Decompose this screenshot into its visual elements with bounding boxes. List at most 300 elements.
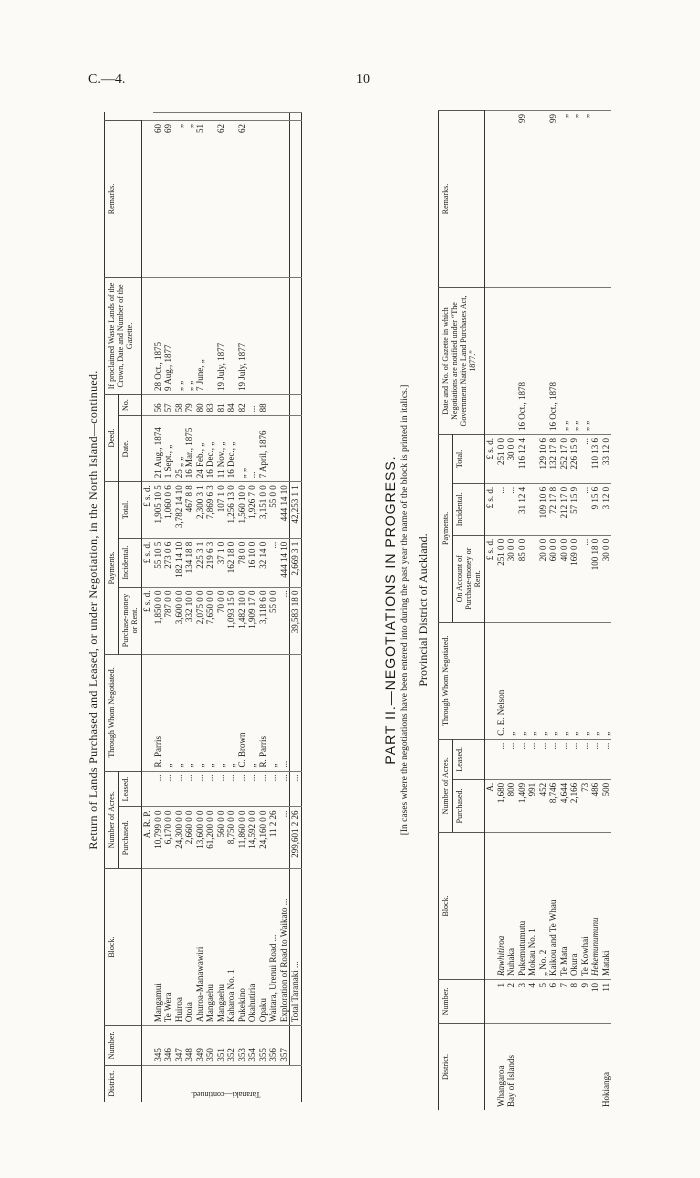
cell-gaz (247, 277, 258, 394)
table-row (601, 111, 612, 1111)
cell-acc: ... (580, 535, 591, 622)
cell-n: 7 (559, 979, 570, 1023)
cell-tot: 226 15 9 (569, 435, 580, 484)
cell-n: 6 (548, 979, 559, 1023)
cell-leased: ... (569, 739, 580, 779)
cell-block: Mataki (601, 832, 612, 979)
money-units: £ s. d. (142, 587, 153, 654)
cell-through: „ (527, 622, 538, 739)
cell-acres: ... (279, 807, 290, 869)
cell-n: 3 (517, 979, 528, 1023)
cell-tot: 2,300 3 1 (195, 482, 206, 539)
cell-acres: 1,680 (496, 779, 507, 832)
total-label: Total Taranaki ... (290, 869, 302, 1026)
cell-leased: ... (226, 771, 237, 807)
cell-through: „ (195, 654, 206, 771)
money-units: £ s. d. (485, 435, 496, 484)
cell-gn: 62 (216, 120, 227, 277)
col-through: Through Whom Negotiated. (439, 622, 485, 739)
cell-tot: 107 1 0 (216, 482, 227, 539)
cell-inc: 3 12 0 (601, 483, 612, 535)
cell-pm: ... (279, 587, 290, 654)
col-district: District. (439, 1024, 485, 1111)
cell-through: „ (216, 654, 227, 771)
district-label: Taranaki—continued. (190, 1090, 260, 1099)
table-row (279, 113, 290, 1103)
page-number: 10 (356, 72, 370, 87)
cell-n: 350 (205, 1026, 216, 1066)
cell-through: „ (268, 654, 279, 771)
cell-no: 84 (226, 394, 237, 415)
cell-gn: 99 (548, 111, 559, 288)
table-row (216, 113, 227, 1103)
table-row (590, 111, 601, 1111)
col-incidental: Incidental. (453, 483, 485, 535)
cell-acres: 24,300 0 0 (174, 807, 185, 869)
cell-block: Kaikou and Te Whau (548, 832, 559, 979)
cell-no: 82 (237, 394, 248, 415)
cell-pm: 1,482 10 0 (237, 587, 248, 654)
cell-inc: 212 17 0 (559, 483, 570, 535)
cell-acres: 10,799 0 0 (153, 807, 164, 869)
cell-leased: ... (580, 739, 591, 779)
cell-no: 81 (216, 394, 227, 415)
cell-date: 24 Feb., „ (195, 416, 206, 482)
cell-inc: ... (496, 483, 507, 535)
acres-units: A. (485, 779, 496, 832)
cell-n: 345 (153, 1026, 164, 1066)
cell-gn: 51 (195, 120, 206, 277)
cell-tot: 1,256 13 0 (226, 482, 237, 539)
cell-no: ... (247, 394, 258, 415)
table-row (174, 113, 185, 1103)
table-row (226, 113, 237, 1103)
cell-district (590, 1024, 601, 1111)
cell-acres: 500 (601, 779, 612, 832)
cell-pm: 7,650 0 0 (205, 587, 216, 654)
cell-tot: 55 0 0 (268, 482, 279, 539)
cell-block: Pukemutumutu (517, 832, 528, 979)
table-row (506, 111, 517, 1111)
acres-units: A. R. P. (142, 807, 153, 869)
cell-district (569, 1024, 580, 1111)
cell-gn: 62 (237, 120, 248, 277)
money-units: £ s. d. (485, 535, 496, 622)
col-remarks: Remarks. (105, 120, 142, 277)
cell-n: 4 (527, 979, 538, 1023)
cell-district: Hokianga (601, 1024, 612, 1111)
part2-note: [In cases where the negotiations have been entered into during the past year the name of the block is printed in italics.] (400, 384, 410, 836)
cell-gn: 69 (163, 120, 174, 277)
cell-gaz (527, 288, 538, 435)
money-units: £ s. d. (142, 538, 153, 587)
cell-gaz (538, 288, 549, 435)
cell-block: Te Wera (163, 869, 174, 1026)
cell-leased: ... (496, 739, 507, 779)
cell-acc: 60 0 0 (548, 535, 559, 622)
cell-gn (527, 111, 538, 288)
cell-n: 10 (590, 979, 601, 1023)
cell-tot: 3,782 14 10 (174, 482, 185, 539)
cell-inc: 57 15 9 (569, 483, 580, 535)
cell-remarks (237, 113, 248, 121)
cell-remarks (163, 113, 174, 121)
cell-block: Waitara, Urenui Road ... (268, 869, 279, 1026)
cell-acc (527, 535, 538, 622)
table-row (580, 111, 591, 1111)
cell-gaz: „ „ (580, 288, 591, 435)
cell-pm: 332 10 0 (184, 587, 195, 654)
cell-acres: 8,750 0 0 (226, 807, 237, 869)
cell-inc: 55 10 5 (153, 538, 164, 587)
cell-block: Te Kowhai (580, 832, 591, 979)
cell-n: 351 (216, 1026, 227, 1066)
cell-leased: ... (216, 771, 227, 807)
cell-inc: 134 18 8 (184, 538, 195, 587)
cell-remarks (268, 113, 279, 121)
cell-block: Okura (569, 832, 580, 979)
cell-tot: 1,926 7 0 (247, 482, 258, 539)
cell-n: 352 (226, 1026, 237, 1066)
cell-gn (506, 111, 517, 288)
cell-gn (279, 120, 290, 277)
cell-block: Nuhaka (506, 832, 517, 979)
cell-inc: 72 17 8 (548, 483, 559, 535)
cell-acres: 2,660 0 0 (184, 807, 195, 869)
table-row (517, 111, 528, 1111)
col-acres: Number of Acres. (105, 771, 119, 869)
col-number: Number. (439, 979, 485, 1023)
cell-gaz (268, 277, 279, 394)
cell-district: Whangaroa (496, 1024, 507, 1111)
cell-acres: 11 2 26 (268, 807, 279, 869)
cell-acres: 991 (527, 779, 538, 832)
cell-remarks (258, 113, 269, 121)
table-row (237, 113, 248, 1103)
cell-gaz: „ „ (184, 277, 195, 394)
cell-district: Bay of Islands (506, 1024, 517, 1111)
cell-through: „ (538, 622, 549, 739)
cell-through: „ (569, 622, 580, 739)
cell-acres: 8,746 (548, 779, 559, 832)
total-total: 42,253 1 1 (290, 482, 302, 539)
cell-block: Okahutiria (247, 869, 258, 1026)
cell-acres: 800 (506, 779, 517, 832)
col-payments: Payments. (105, 482, 119, 654)
table-row (247, 113, 258, 1103)
cell-gn: „ (559, 111, 570, 288)
cell-pm: 2,075 0 0 (195, 587, 206, 654)
cell-inc: 32 14 0 (258, 538, 269, 587)
cell-n: 5 (538, 979, 549, 1023)
cell-no: 57 (163, 394, 174, 415)
col-block: Block. (105, 869, 142, 1026)
cell-gaz: „ „ (569, 288, 580, 435)
negotiations-table (438, 110, 611, 1110)
cell-pm: 3,600 0 0 (174, 587, 185, 654)
cell-n: 1 (496, 979, 507, 1023)
cell-n: 11 (601, 979, 612, 1023)
cell-inc: 109 10 6 (538, 483, 549, 535)
cell-no (279, 394, 290, 415)
cell-pm: 1,850 0 0 (153, 587, 164, 654)
cell-inc: 37 1 0 (216, 538, 227, 587)
cell-gaz (601, 288, 612, 435)
col-gazette: If proclaimed Waste Lands of the Crown, Date and Number of the Gazette. (105, 277, 142, 394)
cell-gn: „ (184, 120, 195, 277)
cell-acres: 1,409 (517, 779, 528, 832)
money-units: £ s. d. (485, 483, 496, 535)
cell-gn: „ (569, 111, 580, 288)
cell-remarks (184, 113, 195, 121)
cell-acc: 40 0 0 (559, 535, 570, 622)
cell-district (527, 1024, 538, 1111)
cell-through: „ (548, 622, 559, 739)
cell-remarks (226, 113, 237, 121)
cell-gaz: 7 June, „ (195, 277, 206, 394)
table-row (548, 111, 559, 1111)
cell-pm: 787 0 0 (163, 587, 174, 654)
cell-n: 354 (247, 1026, 258, 1066)
cell-through: „ (174, 654, 185, 771)
cell-n: 349 (195, 1026, 206, 1066)
cell-block: Kaharoa No. 1 (226, 869, 237, 1026)
cell-gaz (258, 277, 269, 394)
cell-acres: 73 (580, 779, 591, 832)
col-gazette: Date and No. of Gazette in which Negotiations are notified under “The Government Native Land Purchases Act, 1877.” (439, 288, 485, 435)
cell-through: „ (580, 622, 591, 739)
cell-through: „ (163, 654, 174, 771)
cell-through: C. Brown (237, 654, 248, 771)
cell-acc: 20 0 0 (538, 535, 549, 622)
cell-date: 16 Dec., „ (205, 416, 216, 482)
cell-gaz (205, 277, 216, 394)
cell-through: R. Parris (258, 654, 269, 771)
cell-tot: 33 12 0 (601, 435, 612, 484)
cell-acc: 30 0 0 (601, 535, 612, 622)
col-through: Through Whom Negotiated. (105, 654, 142, 771)
cell-through: „ (506, 622, 517, 739)
col-total: Total. (453, 435, 485, 484)
cell-leased: ... (184, 771, 195, 807)
cell-n: 8 (569, 979, 580, 1023)
cell-block: Opaku (258, 869, 269, 1026)
cell-remarks (195, 113, 206, 121)
table-row (268, 113, 279, 1103)
money-units: £ s. d. (142, 482, 153, 539)
cell-block: Otoia (184, 869, 195, 1026)
table-row (195, 113, 206, 1103)
table-row (205, 113, 216, 1103)
table-row (153, 113, 164, 1103)
cell-inc: 225 3 1 (195, 538, 206, 587)
col-district: District. (105, 1065, 142, 1102)
cell-tot: 1,060 0 6 (163, 482, 174, 539)
cell-through: „ (601, 622, 612, 739)
cell-acres: 11,860 0 0 (237, 807, 248, 869)
cell-gn (226, 120, 237, 277)
col-block: Block. (439, 832, 485, 979)
cell-n: 346 (163, 1026, 174, 1066)
cell-no: 58 (174, 394, 185, 415)
cell-gn: 99 (517, 111, 528, 288)
col-purchased: Purchased. (453, 779, 485, 832)
cell-n: 347 (174, 1026, 185, 1066)
cell-pm: 1,909 17 0 (247, 587, 258, 654)
cell-leased: ... (247, 771, 258, 807)
rotated-page (60, 100, 660, 1120)
cell-block: Mangaehu (216, 869, 227, 1026)
col-purchased: Purchased. (119, 807, 142, 869)
part2-heading: PART II.—NEGOTIATIONS IN PROGRESS. (382, 455, 398, 765)
total-purchase-money: 39,583 18 0 (290, 587, 302, 654)
cell-block: Mangaehu (205, 869, 216, 1026)
cell-acres: 61,200 0 0 (205, 807, 216, 869)
cell-block: Hekemunumunu (590, 832, 601, 979)
col-remarks: Remarks. (439, 111, 485, 288)
cell-date (268, 416, 279, 482)
cell-acres: 6,170 0 0 (163, 807, 174, 869)
cell-date: 7 April, 1876 (258, 416, 269, 482)
cell-leased: ... (527, 739, 538, 779)
table-row (569, 111, 580, 1111)
cell-leased: ... (601, 739, 612, 779)
cell-remarks (279, 113, 290, 121)
cell-n: 356 (268, 1026, 279, 1066)
table-row (258, 113, 269, 1103)
cell-tot: 252 17 0 (559, 435, 570, 484)
cell-gn (590, 111, 601, 288)
cell-block: Huiroa (174, 869, 185, 1026)
cell-through: „ (247, 654, 258, 771)
cell-remarks (153, 113, 164, 121)
cell-acres: 4,644 (559, 779, 570, 832)
cell-acc: 85 0 0 (517, 535, 528, 622)
cell-acres: 560 0 0 (216, 807, 227, 869)
col-total: Total. (119, 482, 142, 539)
cell-block: Mokau No. 1 (527, 832, 538, 979)
cell-inc: 219 6 3 (205, 538, 216, 587)
cell-tot: 3,151 0 0 (258, 482, 269, 539)
cell-gaz (506, 288, 517, 435)
cell-inc: 78 0 0 (237, 538, 248, 587)
cell-gn (247, 120, 258, 277)
cell-date: 16 Mar., 1875 (184, 416, 195, 482)
table-row (527, 111, 538, 1111)
cell-tot: 30 0 0 (506, 435, 517, 484)
document-code: C.—4. (88, 72, 126, 87)
table-row (184, 113, 195, 1103)
cell-no: 79 (184, 394, 195, 415)
cell-district (580, 1024, 591, 1111)
cell-no: 83 (205, 394, 216, 415)
table-row (538, 111, 549, 1111)
taranaki-table (104, 112, 302, 1102)
cell-date: 16 Dec., „ (226, 416, 237, 482)
cell-n: 355 (258, 1026, 269, 1066)
cell-leased: ... (517, 739, 528, 779)
cell-no (268, 394, 279, 415)
cell-inc: 31 12 4 (517, 483, 528, 535)
cell-remarks (216, 113, 227, 121)
cell-district (548, 1024, 559, 1111)
col-incidental: Incidental. (119, 538, 142, 587)
cell-gn: „ (580, 111, 591, 288)
cell-date: ... (247, 416, 258, 482)
cell-inc: 182 14 10 (174, 538, 185, 587)
cell-gn (538, 111, 549, 288)
cell-acc: 100 18 0 (590, 535, 601, 622)
cell-block: Rawhitiroa (496, 832, 507, 979)
col-purchase-money: Purchase-money or Rent. (119, 587, 142, 654)
cell-gn (601, 111, 612, 288)
cell-through: C. E. Nelson (496, 622, 507, 739)
cell-through: „ (590, 622, 601, 739)
col-number: Number. (105, 1026, 142, 1066)
cell-acc: 30 0 0 (506, 535, 517, 622)
cell-block: Te Mata (559, 832, 570, 979)
table-row (559, 111, 570, 1111)
cell-n: 2 (506, 979, 517, 1023)
cell-remarks (247, 113, 258, 121)
col-deed: Deed. (105, 394, 119, 481)
cell-leased: ... (237, 771, 248, 807)
cell-tot: ... (580, 435, 591, 484)
table-row (163, 113, 174, 1103)
cell-n: 357 (279, 1026, 290, 1066)
cell-pm: 1,093 15 0 (226, 587, 237, 654)
cell-no: 88 (258, 394, 269, 415)
cell-gaz: 28 Oct., 1875 (153, 277, 164, 394)
cell-inc: ... (580, 483, 591, 535)
cell-n: 9 (580, 979, 591, 1023)
negotiation-rows (496, 111, 612, 1111)
cell-acres: 24,160 0 0 (258, 807, 269, 869)
cell-gn (258, 120, 269, 277)
cell-through: R. Parris (153, 654, 164, 771)
total-leased: ... (290, 771, 302, 807)
cell-gn (268, 120, 279, 277)
cell-gaz: 16 Oct., 1878 (548, 288, 559, 435)
cell-acres: 13,600 0 0 (195, 807, 206, 869)
cell-block: Mangamui (153, 869, 164, 1026)
cell-tot: 7,869 6 3 (205, 482, 216, 539)
cell-inc: 273 0 6 (163, 538, 174, 587)
cell-no: 80 (195, 394, 206, 415)
cell-date: 11 Nov., „ (216, 416, 227, 482)
total-row (290, 113, 302, 1103)
cell-leased: ... (559, 739, 570, 779)
cell-tot: 251 0 0 (496, 435, 507, 484)
cell-through: „ (184, 654, 195, 771)
cell-gaz: 19 July, 1877 (237, 277, 248, 394)
cell-acres: 486 (590, 779, 601, 832)
cell-inc (527, 483, 538, 535)
cell-inc: ... (506, 483, 517, 535)
cell-tot: 116 12 4 (517, 435, 528, 484)
cell-block: Ahuroa-Manawawiri (195, 869, 206, 1026)
cell-gaz: „ „ (174, 277, 185, 394)
cell-tot: 1,560 10 0 (237, 482, 248, 539)
cell-leased: ... (548, 739, 559, 779)
cell-acc: 251 0 0 (496, 535, 507, 622)
cell-no: 56 (153, 394, 164, 415)
cell-remarks (174, 113, 185, 121)
cell-acres: 14,592 0 0 (247, 807, 258, 869)
cell-gaz: 16 Oct., 1878 (517, 288, 528, 435)
col-date: Date. (119, 416, 142, 482)
cell-tot: 110 13 6 (590, 435, 601, 484)
